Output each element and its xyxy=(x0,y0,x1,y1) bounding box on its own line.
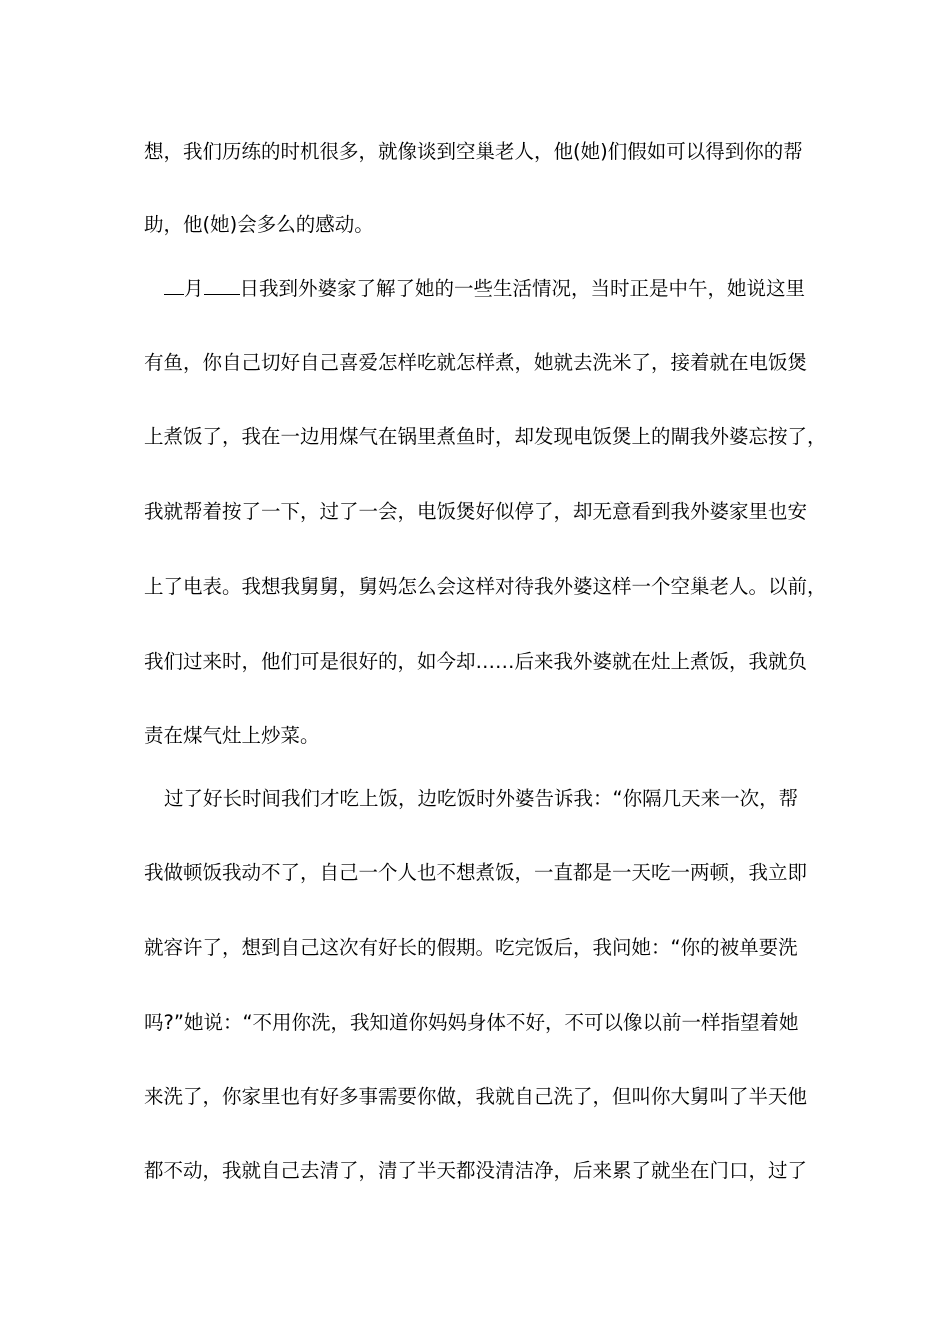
text-line-12: 就容许了，想到自己这次有好长的假期。吃完饭后，我问她：“你的被单要洗 xyxy=(144,936,798,959)
text-line-11: 我做顿饭我动不了，自己一个人也不想煮饭，一直都是一天吃一两顿，我立即 xyxy=(144,861,808,884)
text-line-13: 吗?”她说：“不用你洗，我知道你妈妈身体不好，不可以像以前一样指望着她 xyxy=(144,1011,799,1034)
text-line-2: 助，他(她)会多么的感动。 xyxy=(144,213,374,236)
month-label: 月 xyxy=(184,277,204,300)
text-line-10: 过了好长时间我们才吃上饭，边吃饭时外婆告诉我：“你隔几天来一次，帮 xyxy=(164,787,799,810)
text-line-7: 上了电表。我想我舅舅，舅妈怎么会这样对待我外婆这样一个空巢老人。以前， xyxy=(144,575,827,598)
text-line-5: 上煮饭了，我在一边用煤气在锅里煮鱼时，却发现电饭煲上的閘我外婆忘按了， xyxy=(144,425,827,448)
text-line-1: 想，我们历练的时机很多，就像谈到空巢老人，他(她)们假如可以得到你的帮 xyxy=(144,140,803,163)
text-line-6: 我就帮着按了一下，过了一会，电饭煲好似停了，却无意看到我外婆家里也安 xyxy=(144,500,808,523)
text-line-4: 有鱼，你自己切好自己喜爱怎样吃就怎样煮，她就去洗米了，接着就在电饭煲 xyxy=(144,351,808,374)
date-blank-day xyxy=(204,276,240,295)
text-line-3-rest: 日我到外婆家了解了她的一些生活情况，当时正是中午，她说这里 xyxy=(239,277,806,300)
text-line-8: 我们过来时，他们可是很好的，如今却……后来我外婆就在灶上煮饭，我就负 xyxy=(144,650,808,673)
text-line-14: 来洗了，你家里也有好多事需要你做，我就自己洗了，但叫你大舅叫了半天他 xyxy=(144,1085,808,1108)
text-line-3 xyxy=(164,276,805,302)
text-line-15: 都不动，我就自己去清了，清了半天都没清洁净，后来累了就坐在门口，过了 xyxy=(144,1159,808,1182)
text-line-9: 责在煤气灶上炒菜。 xyxy=(144,724,320,747)
date-blank-month xyxy=(164,276,184,295)
